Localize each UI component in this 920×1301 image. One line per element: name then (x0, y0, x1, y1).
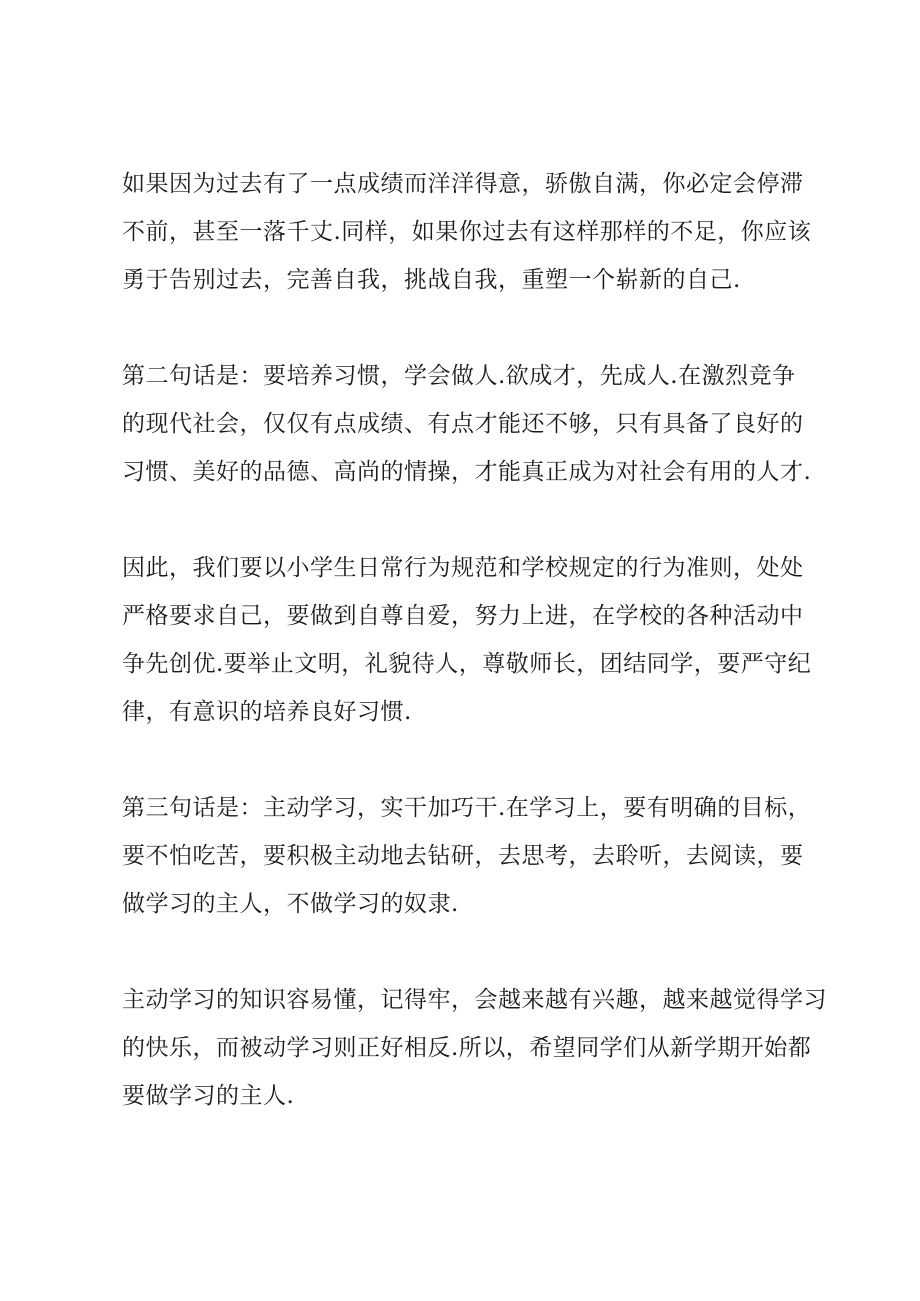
paragraph-line: 主动学习的知识容易懂，记得牢，会越来越有兴趣，越来越觉得学习 (122, 987, 827, 1013)
paragraph-2 (122, 352, 812, 496)
paragraph-line: 第二句话是：要培养习惯，学会做人.欲成才，先成人.在激烈竞争 (122, 363, 796, 389)
paragraph-4 (122, 784, 812, 928)
paragraph-line: 的快乐，而被动学习则正好相反.所以，希望同学们从新学期开始都 (122, 1035, 812, 1061)
paragraph-line: 勇于告别过去，完善自我，挑战自我，重塑一个崭新的自己. (122, 267, 741, 293)
paragraph-line: 律，有意识的培养良好习惯. (122, 699, 412, 725)
paragraph-line: 做学习的主人，不做学习的奴隶. (122, 891, 459, 917)
paragraph-line: 严格要求自己，要做到自尊自爱，努力上进，在学校的各种活动中 (122, 603, 804, 629)
paragraph-line: 第三句话是：主动学习，实干加巧干.在学习上，要有明确的目标， (122, 795, 812, 821)
paragraph-line: 要做学习的主人. (122, 1083, 295, 1109)
paragraph-line: 习惯、美好的品德、高尚的情操，才能真正成为对社会有用的人才. (122, 459, 812, 485)
paragraph-1 (122, 160, 812, 304)
paragraph-line: 要不怕吃苦，要积极主动地去钻研，去思考，去聆听，去阅读，要 (122, 843, 804, 869)
paragraph-line: 不前，甚至一落千丈.同样，如果你过去有这样那样的不足，你应该 (122, 219, 812, 245)
paragraph-5 (122, 976, 827, 1120)
paragraph-3 (122, 544, 812, 736)
paragraph-line: 争先创优.要举止文明，礼貌待人，尊敬师长，团结同学，要严守纪 (122, 651, 812, 677)
paragraph-line: 的现代社会，仅仅有点成绩、有点才能还不够，只有具备了良好的 (122, 411, 804, 437)
paragraph-line: 因此，我们要以小学生日常行为规范和学校规定的行为准则，处处 (122, 555, 804, 581)
paragraph-line: 如果因为过去有了一点成绩而洋洋得意，骄傲自满，你必定会停滞 (122, 171, 804, 197)
